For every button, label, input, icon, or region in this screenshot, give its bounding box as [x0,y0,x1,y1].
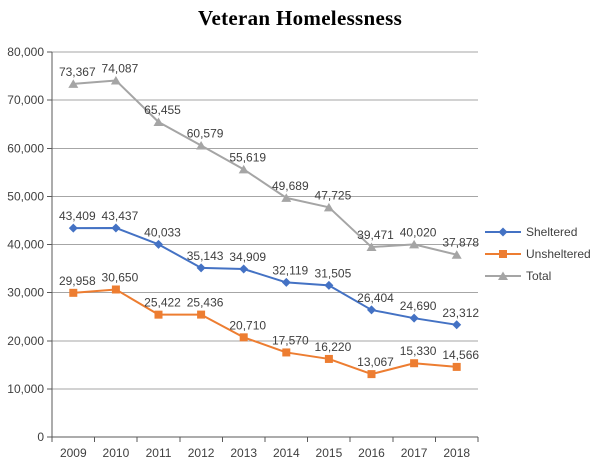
data-point-sheltered [324,281,333,290]
y-tick-label: 70,000 [7,93,44,108]
data-label-unsheltered: 17,570 [271,333,309,348]
y-tick-label: 20,000 [7,333,44,348]
legend-item-sheltered[interactable] [485,221,591,243]
legend-item-unsheltered[interactable] [485,243,591,265]
data-label-unsheltered: 14,566 [442,347,480,362]
data-label-total: 73,367 [58,64,96,79]
data-point-unsheltered [410,359,418,367]
data-point-unsheltered [69,289,77,297]
x-tick-label: 2009 [59,446,87,460]
data-label-sheltered: 24,690 [399,299,437,314]
y-tick-label: 50,000 [7,189,44,204]
data-point-sheltered [69,224,78,233]
legend-marker-total-icon [485,270,521,282]
data-label-sheltered: 34,909 [229,250,267,265]
legend-item-total[interactable] [485,265,591,287]
legend-marker-sheltered-icon [485,226,521,238]
data-label-total: 39,471 [357,228,394,243]
data-point-sheltered [282,278,291,287]
x-tick-label: 2010 [102,446,130,460]
data-label-sheltered: 35,143 [186,248,224,263]
data-point-unsheltered [368,370,376,378]
data-label-unsheltered: 20,710 [229,318,267,333]
data-label-total: 65,455 [144,102,181,117]
y-tick-label: 80,000 [7,45,44,59]
x-tick-label: 2017 [400,446,428,460]
x-tick-label: 2016 [358,446,385,460]
data-point-sheltered [452,320,461,329]
legend-item-label: Sheltered [526,225,578,239]
legend-item-label: Unsheltered [526,247,591,261]
data-label-total: 47,725 [314,188,352,203]
data-label-unsheltered: 25,422 [144,295,181,310]
data-label-unsheltered: 16,220 [314,339,352,354]
data-label-total: 37,878 [442,235,480,250]
x-tick-label: 2012 [187,446,215,460]
x-tick-label: 2011 [145,446,172,460]
data-label-unsheltered: 15,330 [399,344,437,359]
legend-item-label: Total [526,269,552,283]
data-point-sheltered [239,265,248,274]
data-point-unsheltered [112,285,120,293]
data-point-sheltered [367,305,376,314]
data-point-total [196,141,206,150]
data-point-total [239,165,249,174]
data-label-sheltered: 31,505 [314,266,352,281]
x-tick-label: 2015 [315,446,343,460]
y-tick-label: 10,000 [7,381,44,396]
data-label-sheltered: 40,033 [144,225,181,240]
x-tick-label: 2014 [272,446,300,460]
data-label-total: 55,619 [229,150,267,165]
data-label-total: 40,020 [399,225,437,240]
data-label-unsheltered: 25,436 [186,295,224,310]
legend-marker-shape-sheltered [499,228,508,237]
data-label-sheltered: 23,312 [442,305,480,320]
legend-marker-shape-unsheltered [499,250,507,258]
x-tick-label: 2013 [230,446,258,460]
legend-marker-unsheltered-icon [485,248,521,260]
data-label-total: 74,087 [101,61,139,76]
data-point-sheltered [410,314,419,323]
y-tick-label: 30,000 [7,285,44,300]
data-label-total: 60,579 [186,126,224,141]
data-point-sheltered [197,263,206,272]
data-label-unsheltered: 29,958 [58,273,96,288]
data-point-unsheltered [282,348,290,356]
x-tick-label: 2018 [443,446,471,460]
data-point-unsheltered [325,355,333,363]
chart-title: Veteran Homelessness [197,6,403,30]
data-label-sheltered: 43,437 [101,208,139,223]
data-point-unsheltered [197,311,205,319]
data-point-unsheltered [453,363,461,371]
data-point-unsheltered [155,311,163,319]
data-label-unsheltered: 13,067 [357,355,394,370]
data-label-sheltered: 43,409 [58,209,96,224]
data-label-unsheltered: 30,650 [101,270,139,285]
legend [485,221,591,287]
data-label-sheltered: 32,119 [272,263,309,278]
data-label-total: 49,689 [271,178,309,193]
data-label-sheltered: 26,404 [357,290,394,305]
data-point-unsheltered [240,333,248,341]
y-tick-label: 0 [37,430,44,444]
data-point-sheltered [111,223,120,232]
y-tick-label: 40,000 [7,237,44,252]
data-point-sheltered [154,240,163,249]
y-tick-label: 60,000 [7,141,44,156]
